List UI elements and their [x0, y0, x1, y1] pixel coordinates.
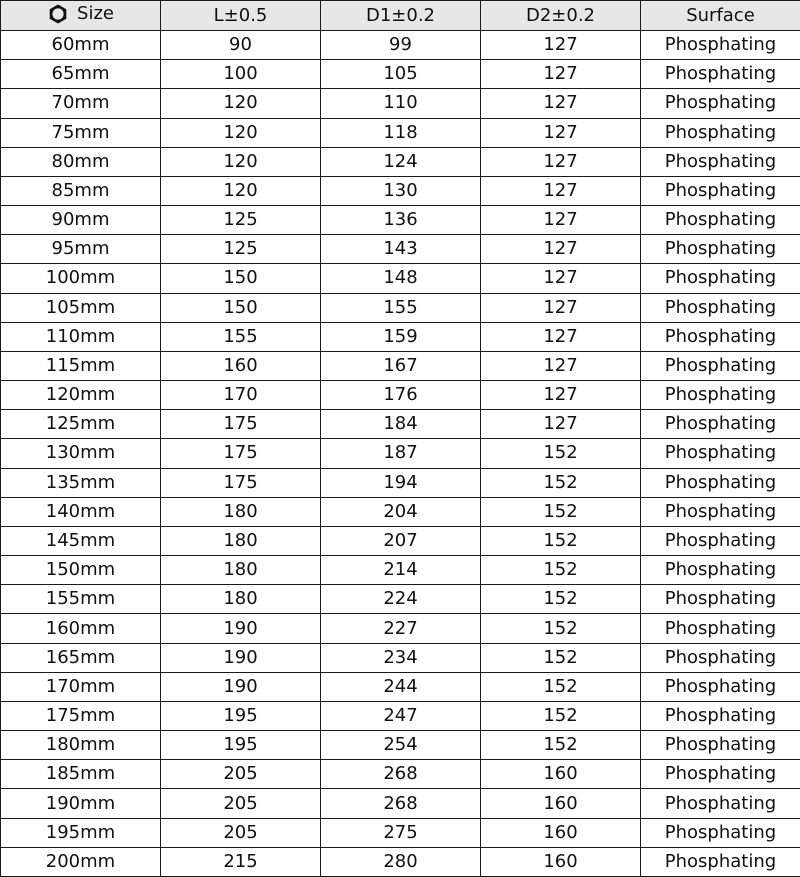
cell-surface: Phosphating	[641, 468, 800, 497]
cell-d1: 124	[321, 147, 481, 176]
cell-size: 165mm	[1, 643, 161, 672]
cell-size: 195mm	[1, 818, 161, 847]
header-d2: D2±0.2	[481, 1, 641, 31]
cell-surface: Phosphating	[641, 818, 800, 847]
cell-d2: 127	[481, 118, 641, 147]
cell-size: 65mm	[1, 60, 161, 89]
cell-l: 150	[161, 293, 321, 322]
cell-l: 205	[161, 760, 321, 789]
table-row	[1, 235, 800, 264]
cell-size: 115mm	[1, 351, 161, 380]
cell-size: 175mm	[1, 701, 161, 730]
cell-surface: Phosphating	[641, 293, 800, 322]
cell-d2: 127	[481, 410, 641, 439]
cell-size: 60mm	[1, 31, 161, 60]
cell-size: 190mm	[1, 789, 161, 818]
cell-l: 155	[161, 322, 321, 351]
cell-l: 190	[161, 643, 321, 672]
cell-surface: Phosphating	[641, 731, 800, 760]
cell-d2: 127	[481, 264, 641, 293]
cell-l: 170	[161, 381, 321, 410]
table-row	[1, 89, 800, 118]
cell-size: 70mm	[1, 89, 161, 118]
cell-d2: 152	[481, 556, 641, 585]
cell-surface: Phosphating	[641, 585, 800, 614]
cell-l: 195	[161, 701, 321, 730]
table-row	[1, 731, 800, 760]
cell-d1: 244	[321, 672, 481, 701]
table-row	[1, 701, 800, 730]
cell-surface: Phosphating	[641, 60, 800, 89]
cell-surface: Phosphating	[641, 118, 800, 147]
header-d1: D1±0.2	[321, 1, 481, 31]
cell-d1: 130	[321, 176, 481, 205]
cell-d1: 227	[321, 614, 481, 643]
cell-size: 155mm	[1, 585, 161, 614]
cell-size: 105mm	[1, 293, 161, 322]
cell-d1: 110	[321, 89, 481, 118]
cell-d2: 152	[481, 439, 641, 468]
cell-size: 120mm	[1, 381, 161, 410]
cell-size: 140mm	[1, 497, 161, 526]
cell-d1: 275	[321, 818, 481, 847]
cell-size: 170mm	[1, 672, 161, 701]
cell-d2: 160	[481, 847, 641, 876]
cell-d1: 167	[321, 351, 481, 380]
cell-l: 190	[161, 614, 321, 643]
hexagon-icon	[47, 3, 69, 25]
header-row	[1, 1, 800, 31]
cell-size: 130mm	[1, 439, 161, 468]
cell-d2: 127	[481, 322, 641, 351]
cell-l: 120	[161, 118, 321, 147]
cell-d2: 127	[481, 381, 641, 410]
cell-d1: 187	[321, 439, 481, 468]
cell-surface: Phosphating	[641, 176, 800, 205]
table-row	[1, 31, 800, 60]
cell-d1: 155	[321, 293, 481, 322]
cell-d2: 152	[481, 731, 641, 760]
cell-surface: Phosphating	[641, 760, 800, 789]
cell-l: 215	[161, 847, 321, 876]
cell-d1: 118	[321, 118, 481, 147]
table-row	[1, 760, 800, 789]
cell-surface: Phosphating	[641, 439, 800, 468]
cell-d1: 234	[321, 643, 481, 672]
table-row	[1, 818, 800, 847]
cell-d2: 127	[481, 147, 641, 176]
cell-size: 200mm	[1, 847, 161, 876]
cell-l: 175	[161, 468, 321, 497]
table-row	[1, 293, 800, 322]
cell-surface: Phosphating	[641, 614, 800, 643]
cell-size: 110mm	[1, 322, 161, 351]
cell-d1: 204	[321, 497, 481, 526]
cell-d1: 224	[321, 585, 481, 614]
cell-surface: Phosphating	[641, 89, 800, 118]
cell-surface: Phosphating	[641, 410, 800, 439]
cell-surface: Phosphating	[641, 847, 800, 876]
cell-l: 175	[161, 439, 321, 468]
cell-l: 125	[161, 235, 321, 264]
table-row	[1, 556, 800, 585]
cell-size: 125mm	[1, 410, 161, 439]
cell-d1: 105	[321, 60, 481, 89]
cell-surface: Phosphating	[641, 672, 800, 701]
cell-d2: 127	[481, 351, 641, 380]
table-row	[1, 322, 800, 351]
cell-d2: 160	[481, 760, 641, 789]
cell-d1: 207	[321, 526, 481, 555]
cell-l: 180	[161, 585, 321, 614]
cell-d2: 152	[481, 614, 641, 643]
cell-l: 160	[161, 351, 321, 380]
cell-l: 90	[161, 31, 321, 60]
cell-d1: 280	[321, 847, 481, 876]
cell-surface: Phosphating	[641, 264, 800, 293]
table-row	[1, 468, 800, 497]
table-row	[1, 526, 800, 555]
cell-surface: Phosphating	[641, 147, 800, 176]
cell-d1: 194	[321, 468, 481, 497]
cell-d2: 127	[481, 31, 641, 60]
table-row	[1, 206, 800, 235]
cell-l: 180	[161, 497, 321, 526]
table-row	[1, 439, 800, 468]
cell-surface: Phosphating	[641, 497, 800, 526]
cell-d1: 176	[321, 381, 481, 410]
cell-size: 100mm	[1, 264, 161, 293]
cell-l: 180	[161, 556, 321, 585]
cell-size: 90mm	[1, 206, 161, 235]
table-row	[1, 410, 800, 439]
table-row	[1, 60, 800, 89]
table-header	[1, 1, 800, 31]
cell-d2: 152	[481, 585, 641, 614]
cell-d2: 152	[481, 526, 641, 555]
cell-d1: 268	[321, 760, 481, 789]
cell-size: 85mm	[1, 176, 161, 205]
cell-d2: 127	[481, 60, 641, 89]
cell-d2: 127	[481, 235, 641, 264]
table-row	[1, 118, 800, 147]
cell-size: 160mm	[1, 614, 161, 643]
cell-d1: 254	[321, 731, 481, 760]
header-surface: Surface	[641, 1, 800, 31]
cell-surface: Phosphating	[641, 789, 800, 818]
cell-l: 205	[161, 789, 321, 818]
cell-size: 150mm	[1, 556, 161, 585]
cell-d1: 99	[321, 31, 481, 60]
table-row	[1, 497, 800, 526]
cell-d2: 127	[481, 89, 641, 118]
table-row	[1, 585, 800, 614]
table-row	[1, 789, 800, 818]
cell-surface: Phosphating	[641, 31, 800, 60]
cell-d2: 160	[481, 818, 641, 847]
cell-d1: 143	[321, 235, 481, 264]
table-row	[1, 264, 800, 293]
cell-d1: 247	[321, 701, 481, 730]
table-row	[1, 147, 800, 176]
table-row	[1, 643, 800, 672]
cell-l: 195	[161, 731, 321, 760]
table-row	[1, 614, 800, 643]
cell-l: 120	[161, 176, 321, 205]
header-l: L±0.5	[161, 1, 321, 31]
header-size-label: Size	[77, 2, 114, 24]
cell-l: 175	[161, 410, 321, 439]
table-row	[1, 672, 800, 701]
cell-surface: Phosphating	[641, 235, 800, 264]
cell-l: 205	[161, 818, 321, 847]
cell-surface: Phosphating	[641, 322, 800, 351]
table-body	[1, 31, 800, 877]
cell-d2: 152	[481, 468, 641, 497]
cell-l: 120	[161, 89, 321, 118]
cell-surface: Phosphating	[641, 206, 800, 235]
cell-d2: 152	[481, 701, 641, 730]
cell-l: 190	[161, 672, 321, 701]
cell-l: 150	[161, 264, 321, 293]
table-row	[1, 351, 800, 380]
cell-l: 100	[161, 60, 321, 89]
cell-surface: Phosphating	[641, 701, 800, 730]
cell-size: 95mm	[1, 235, 161, 264]
cell-d1: 148	[321, 264, 481, 293]
cell-d2: 127	[481, 293, 641, 322]
cell-d1: 184	[321, 410, 481, 439]
cell-d2: 127	[481, 206, 641, 235]
cell-size: 135mm	[1, 468, 161, 497]
table-row	[1, 381, 800, 410]
cell-l: 125	[161, 206, 321, 235]
cell-size: 75mm	[1, 118, 161, 147]
cell-d1: 268	[321, 789, 481, 818]
cell-d2: 127	[481, 176, 641, 205]
cell-d2: 160	[481, 789, 641, 818]
cell-d1: 214	[321, 556, 481, 585]
cell-surface: Phosphating	[641, 556, 800, 585]
table-row	[1, 176, 800, 205]
cell-l: 120	[161, 147, 321, 176]
cell-d1: 159	[321, 322, 481, 351]
cell-surface: Phosphating	[641, 526, 800, 555]
cell-surface: Phosphating	[641, 381, 800, 410]
cell-size: 80mm	[1, 147, 161, 176]
cell-d2: 152	[481, 497, 641, 526]
cell-size: 180mm	[1, 731, 161, 760]
header-size	[1, 1, 161, 31]
cell-surface: Phosphating	[641, 643, 800, 672]
cell-surface: Phosphating	[641, 351, 800, 380]
cell-d2: 152	[481, 643, 641, 672]
cell-l: 180	[161, 526, 321, 555]
cell-d1: 136	[321, 206, 481, 235]
table-row	[1, 847, 800, 876]
cell-d2: 152	[481, 672, 641, 701]
cell-size: 185mm	[1, 760, 161, 789]
cell-size: 145mm	[1, 526, 161, 555]
